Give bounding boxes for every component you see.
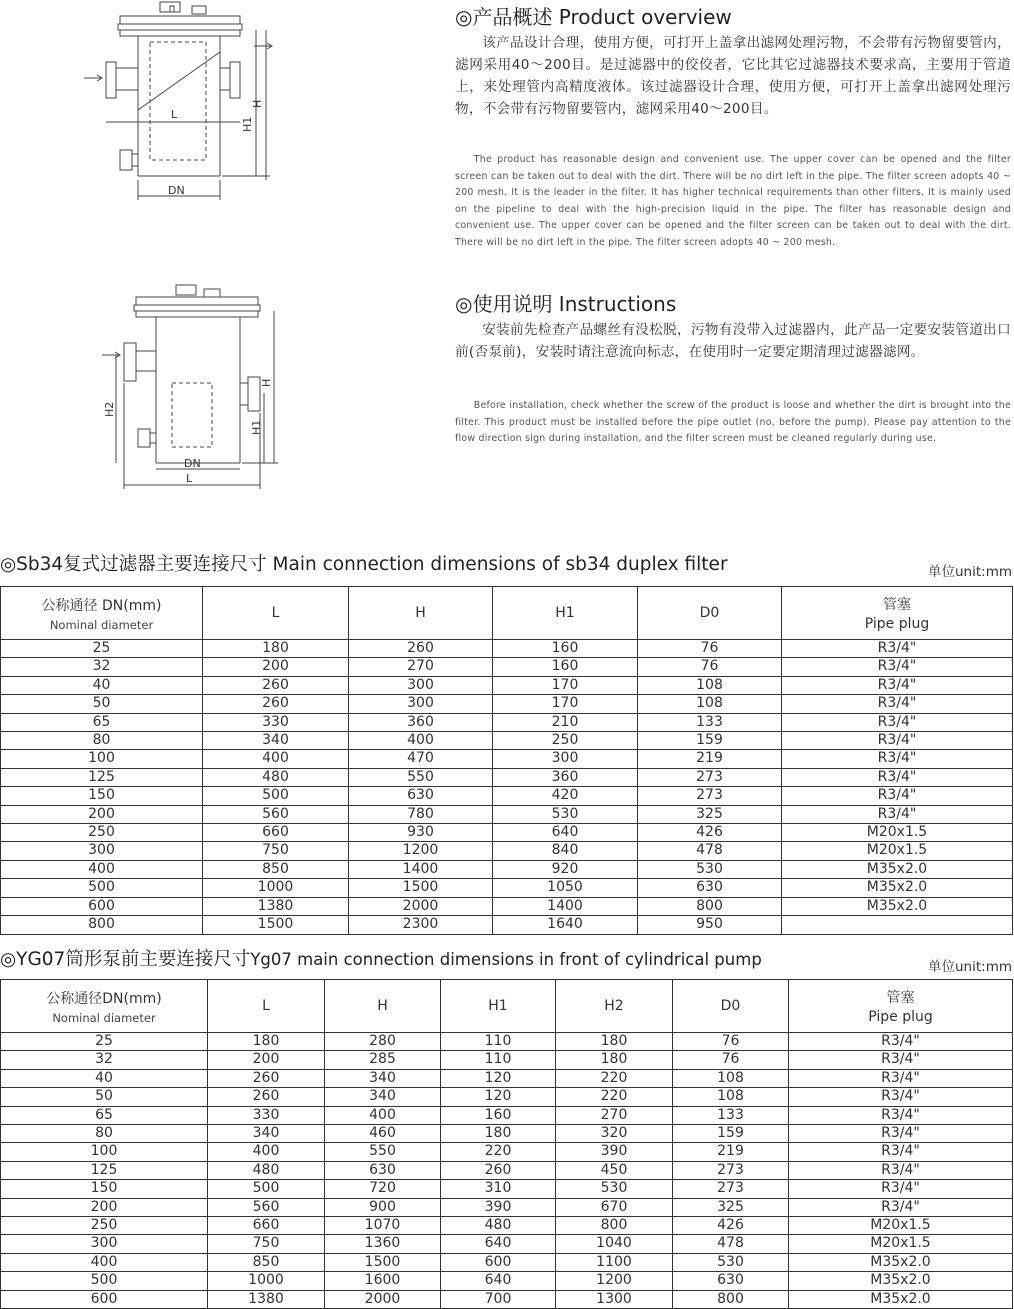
table-cell: 125 <box>1 1161 208 1179</box>
table-row <box>1 1106 1013 1124</box>
table-cell: 1070 <box>325 1217 441 1235</box>
table-row <box>1 860 1013 878</box>
yg07-dimension-table <box>0 979 1013 1309</box>
table-cell: 250 <box>1 824 203 842</box>
table-cell: R3/4" <box>789 1088 1013 1106</box>
drawing1-dn-label: DN <box>168 184 185 197</box>
table-cell: 400 <box>1 1253 208 1271</box>
table-cell: 180 <box>441 1125 556 1143</box>
col-header-l: L <box>208 980 325 1033</box>
table-cell: 1380 <box>208 1290 325 1308</box>
table-row <box>1 768 1013 786</box>
table-row <box>1 750 1013 768</box>
table-cell: 390 <box>556 1143 673 1161</box>
table-cell: 108 <box>638 676 782 694</box>
table-cell: 400 <box>325 1106 441 1124</box>
table-row <box>1 1051 1013 1069</box>
table-cell: 700 <box>441 1290 556 1308</box>
table-cell: 159 <box>673 1125 789 1143</box>
table-row <box>1 1253 1013 1271</box>
table-cell: 500 <box>1 879 203 897</box>
table-cell: 300 <box>1 842 203 860</box>
table-cell: 1500 <box>325 1253 441 1271</box>
table-cell: R3/4" <box>782 768 1013 786</box>
table-row <box>1 1198 1013 1216</box>
table-cell: 800 <box>556 1217 673 1235</box>
table-cell: R3/4" <box>782 732 1013 750</box>
table-cell: 2000 <box>349 897 493 915</box>
table-cell: 108 <box>638 695 782 713</box>
table-row <box>1 879 1013 897</box>
table-cell: 330 <box>203 713 349 731</box>
table-cell: 500 <box>1 1272 208 1290</box>
col-header-h1: H1 <box>441 980 556 1033</box>
table-cell: 260 <box>203 676 349 694</box>
table-cell: R3/4" <box>782 750 1013 768</box>
table-cell: 480 <box>441 1217 556 1235</box>
table-cell: 280 <box>325 1033 441 1051</box>
table-cell: 32 <box>1 658 203 676</box>
table-cell: 250 <box>493 732 638 750</box>
table-cell: 1500 <box>203 916 349 934</box>
table-cell: 660 <box>208 1217 325 1235</box>
col-header-pipe-plug: 管塞 Pipe plug <box>789 980 1013 1033</box>
table-cell: M20x1.5 <box>782 824 1013 842</box>
table-cell: 630 <box>638 879 782 897</box>
table-cell: 110 <box>441 1051 556 1069</box>
sb34-dimension-table <box>0 586 1013 935</box>
table-cell: R3/4" <box>782 658 1013 676</box>
table-cell: 120 <box>441 1069 556 1087</box>
table-cell: 560 <box>203 805 349 823</box>
table-cell: 260 <box>208 1088 325 1106</box>
table-cell: M35x2.0 <box>789 1272 1013 1290</box>
table-cell: 1300 <box>556 1290 673 1308</box>
table-cell: 470 <box>349 750 493 768</box>
table-cell: R3/4" <box>789 1198 1013 1216</box>
table-cell: 108 <box>673 1088 789 1106</box>
table-cell: 219 <box>638 750 782 768</box>
table-cell: 310 <box>441 1180 556 1198</box>
table-cell: 1050 <box>493 879 638 897</box>
table-cell: 750 <box>208 1235 325 1253</box>
table-cell: 160 <box>441 1106 556 1124</box>
table-cell: 800 <box>638 897 782 915</box>
table-cell: 1400 <box>349 860 493 878</box>
table-cell: 220 <box>556 1088 673 1106</box>
col-header-pipe-plug: 管塞 Pipe plug <box>782 587 1013 640</box>
drawing2-l-label: L <box>186 472 193 485</box>
table-cell: R3/4" <box>782 676 1013 694</box>
col-header-dn: 公称通径DN(mm) Nominal diameter <box>1 980 208 1033</box>
table-cell: 1640 <box>493 916 638 934</box>
drawing2-h2-label: H2 <box>103 401 116 417</box>
table-cell: 600 <box>1 1290 208 1308</box>
table-cell: M35x2.0 <box>782 897 1013 915</box>
table-cell: 500 <box>203 787 349 805</box>
table-row <box>1 1180 1013 1198</box>
table-cell: 260 <box>203 695 349 713</box>
table-cell: R3/4" <box>789 1143 1013 1161</box>
drawing2-dn-label: DN <box>184 457 201 470</box>
table-cell: 1100 <box>556 1253 673 1271</box>
table-cell: R3/4" <box>789 1180 1013 1198</box>
table-cell: 220 <box>556 1069 673 1087</box>
table-cell: 25 <box>1 1033 208 1051</box>
table-cell: 1200 <box>349 842 493 860</box>
table-cell: 100 <box>1 750 203 768</box>
table-cell: 133 <box>638 713 782 731</box>
table-row <box>1 1088 1013 1106</box>
table-cell: 1500 <box>349 879 493 897</box>
table-cell: 400 <box>208 1143 325 1161</box>
table2-unit: 单位unit:mm <box>927 959 1012 975</box>
overview-en-text: The product has reasonable design and convenient use. The upper cover can be opened and the filter screen can be taken out to deal with the dirt. There will be no dirt left in the pipe. The filter screen adopts 40 ~ 200 mesh. It is the leader in the filter. It has higher technical requirements than other filters. It is mainly used on the pipeline to deal with the high-precision liquid in the pipe. The filter has reasonable design and convenient use. The upper cover can be opened and the filter screen can be taken out to deal with the dirt. There will be no dirt left in the pipe. The filter screen adopts 40 ~ 200 mesh. <box>455 154 1011 248</box>
table-cell: 340 <box>325 1069 441 1087</box>
table-cell: 300 <box>349 676 493 694</box>
table-cell: 500 <box>208 1180 325 1198</box>
table-cell: 660 <box>203 824 349 842</box>
table-cell: 210 <box>493 713 638 731</box>
table-cell: M35x2.0 <box>782 879 1013 897</box>
table-cell: 273 <box>673 1161 789 1179</box>
table-row <box>1 658 1013 676</box>
table-cell: 250 <box>1 1217 208 1235</box>
table-cell: R3/4" <box>789 1125 1013 1143</box>
table-cell: 1040 <box>556 1235 673 1253</box>
table-cell: 108 <box>673 1069 789 1087</box>
table-cell: R3/4" <box>789 1069 1013 1087</box>
table-cell: 2300 <box>349 916 493 934</box>
table-cell: 640 <box>441 1235 556 1253</box>
table-cell: 530 <box>493 805 638 823</box>
drawing2-h1-label: H1 <box>250 419 263 435</box>
table-cell: M35x2.0 <box>789 1290 1013 1308</box>
table-cell: 550 <box>325 1143 441 1161</box>
table-cell <box>782 916 1013 934</box>
table-row <box>1 1033 1013 1051</box>
table-cell: 325 <box>673 1198 789 1216</box>
table-header-row <box>1 587 1013 640</box>
table-cell: 180 <box>203 640 349 658</box>
table-cell: 426 <box>638 824 782 842</box>
table-cell: 325 <box>638 805 782 823</box>
table-row <box>1 1272 1013 1290</box>
table-cell: 400 <box>203 750 349 768</box>
table-cell: 420 <box>493 787 638 805</box>
table-cell: 220 <box>441 1143 556 1161</box>
table-cell: 285 <box>325 1051 441 1069</box>
table-cell: 160 <box>493 640 638 658</box>
table-cell: 480 <box>208 1161 325 1179</box>
table-cell: 950 <box>638 916 782 934</box>
table-cell: 50 <box>1 1088 208 1106</box>
table-cell: 340 <box>325 1088 441 1106</box>
overview-title: ◎产品概述 Product overview <box>455 5 732 29</box>
table-cell: 340 <box>208 1125 325 1143</box>
table-row <box>1 1069 1013 1087</box>
table-cell: 640 <box>441 1272 556 1290</box>
table-cell: 320 <box>556 1125 673 1143</box>
table-cell: 800 <box>673 1290 789 1308</box>
instructions-title: ◎使用说明 Instructions <box>455 292 677 316</box>
col-header-h2: H2 <box>556 980 673 1033</box>
table-cell: 840 <box>493 842 638 860</box>
table-cell: 850 <box>208 1253 325 1271</box>
table-cell: 390 <box>441 1198 556 1216</box>
table-cell: 340 <box>203 732 349 750</box>
col-header-d0: D0 <box>673 980 789 1033</box>
table-cell: 360 <box>349 713 493 731</box>
table-cell: 260 <box>441 1161 556 1179</box>
table-cell: 200 <box>1 1198 208 1216</box>
table-cell: 80 <box>1 732 203 750</box>
table-cell: 150 <box>1 787 203 805</box>
table-cell: R3/4" <box>782 695 1013 713</box>
table-cell: M35x2.0 <box>789 1253 1013 1271</box>
table-row <box>1 842 1013 860</box>
table-cell: 330 <box>208 1106 325 1124</box>
overview-cn-text: 该产品设计合理，使用方便，可打开上盖拿出滤网处理污物，不会带有污物留要管内，滤网采用40～200目。是过滤器中的佼佼者，它比其它过滤器技术要求高，主要用于管道上，来处理管内高精度液体。该过滤器设计合理，使用方便，可打开上盖拿出滤网处理污物，不会带有污物留要管内，滤网采用40～200目。 <box>455 35 1011 117</box>
col-header-l: L <box>203 587 349 640</box>
table-cell: 450 <box>556 1161 673 1179</box>
table-row <box>1 640 1013 658</box>
table-cell: R3/4" <box>782 805 1013 823</box>
table-cell: 110 <box>441 1033 556 1051</box>
drawing1-h-label: H <box>251 99 264 108</box>
table-header-row <box>1 980 1013 1033</box>
table-cell: 780 <box>349 805 493 823</box>
table-cell: 76 <box>638 640 782 658</box>
table-cell: 720 <box>325 1180 441 1198</box>
table-cell: M20x1.5 <box>782 842 1013 860</box>
table-cell: 640 <box>493 824 638 842</box>
table-cell: 25 <box>1 640 203 658</box>
table-cell: 1000 <box>208 1272 325 1290</box>
col-header-dn: 公称通径 DN(mm) Nominal diameter <box>1 587 203 640</box>
table-row <box>1 695 1013 713</box>
table-cell: 600 <box>1 897 203 915</box>
table-cell: 400 <box>1 860 203 878</box>
table-cell: 1380 <box>203 897 349 915</box>
table-cell: 50 <box>1 695 203 713</box>
table-cell: 65 <box>1 1106 208 1124</box>
col-header-h: H <box>325 980 441 1033</box>
table-cell: 300 <box>493 750 638 768</box>
table-cell: 32 <box>1 1051 208 1069</box>
table-cell: 80 <box>1 1125 208 1143</box>
table-cell: 200 <box>203 658 349 676</box>
table-cell: 630 <box>325 1161 441 1179</box>
drawing1-l-label: L <box>171 108 178 121</box>
table-cell: 150 <box>1 1180 208 1198</box>
table-cell: 273 <box>673 1180 789 1198</box>
table-cell: 260 <box>208 1069 325 1087</box>
table-cell: 300 <box>1 1235 208 1253</box>
table-cell: 125 <box>1 768 203 786</box>
table-cell: 76 <box>673 1051 789 1069</box>
table-row <box>1 1161 1013 1179</box>
table-cell: 180 <box>556 1033 673 1051</box>
table-cell: 200 <box>1 805 203 823</box>
table-cell: 170 <box>493 695 638 713</box>
table-cell: M20x1.5 <box>789 1217 1013 1235</box>
table-cell: 426 <box>673 1217 789 1235</box>
table-cell: 40 <box>1 676 203 694</box>
instructions-en-text: Before installation, check whether the screw of the product is loose and whether the dirt is brought into the filter. This product must be installed before the pipe outlet (no, before the pump). Please pay attention to the flow direction sign during installation, and the filter screen must be cleaned regularly during use. <box>455 400 1011 445</box>
filter-drawing-sb34 <box>80 0 290 205</box>
table-cell: 159 <box>638 732 782 750</box>
table-cell: 76 <box>673 1033 789 1051</box>
table-row <box>1 1290 1013 1308</box>
table-cell: 100 <box>1 1143 208 1161</box>
table-cell: 530 <box>638 860 782 878</box>
table-cell: R3/4" <box>789 1106 1013 1124</box>
table-cell: 300 <box>349 695 493 713</box>
table-cell: 460 <box>325 1125 441 1143</box>
table-cell: R3/4" <box>782 640 1013 658</box>
table-cell: 170 <box>493 676 638 694</box>
table-row <box>1 732 1013 750</box>
table1-title: ◎Sb34复式过滤器主要连接尺寸 Main connection dimensions of sb34 duplex filter <box>0 554 728 575</box>
table-cell: R3/4" <box>782 713 1013 731</box>
table-cell: 478 <box>638 842 782 860</box>
col-header-h: H <box>349 587 493 640</box>
table-row <box>1 897 1013 915</box>
table-cell: 530 <box>673 1253 789 1271</box>
table-cell: 219 <box>673 1143 789 1161</box>
table-cell: 1400 <box>493 897 638 915</box>
table-row <box>1 787 1013 805</box>
col-header-d0: D0 <box>638 587 782 640</box>
table-row <box>1 824 1013 842</box>
table-cell: 180 <box>208 1033 325 1051</box>
table-row <box>1 916 1013 934</box>
table-cell: R3/4" <box>789 1033 1013 1051</box>
table-row <box>1 1125 1013 1143</box>
drawing2-h-label: H <box>260 378 273 387</box>
table-cell: 478 <box>673 1235 789 1253</box>
table-cell: 1200 <box>556 1272 673 1290</box>
table-cell: 900 <box>325 1198 441 1216</box>
table-cell: 630 <box>673 1272 789 1290</box>
col-header-h1: H1 <box>493 587 638 640</box>
table-cell: 630 <box>349 787 493 805</box>
table-cell: R3/4" <box>789 1161 1013 1179</box>
instructions-cn-text: 安装前先检查产品螺丝有没松脱，污物有没带入过滤器内，此产品一定要安装管道出口前(否泵前)，安装时请注意流向标志，在使用时一定要定期清理过滤器滤网。 <box>455 322 1011 360</box>
table-cell: 260 <box>349 640 493 658</box>
table-cell: 40 <box>1 1069 208 1087</box>
table-cell: M20x1.5 <box>789 1235 1013 1253</box>
table-cell: 1600 <box>325 1272 441 1290</box>
table-cell: 76 <box>638 658 782 676</box>
table-cell: 920 <box>493 860 638 878</box>
table-cell: 273 <box>638 768 782 786</box>
table-cell: M35x2.0 <box>782 860 1013 878</box>
table-cell: 800 <box>1 916 203 934</box>
table-row <box>1 676 1013 694</box>
table-cell: 400 <box>349 732 493 750</box>
table-cell: 1000 <box>203 879 349 897</box>
drawing1-h1-label: H1 <box>241 116 254 132</box>
table-row <box>1 713 1013 731</box>
table-cell: 180 <box>556 1051 673 1069</box>
table-cell: 560 <box>208 1198 325 1216</box>
table-cell: R3/4" <box>782 787 1013 805</box>
table-cell: 65 <box>1 713 203 731</box>
table-cell: 480 <box>203 768 349 786</box>
table-cell: 1360 <box>325 1235 441 1253</box>
table-cell: 200 <box>208 1051 325 1069</box>
table-cell: 120 <box>441 1088 556 1106</box>
table-cell: 160 <box>493 658 638 676</box>
table-row <box>1 1235 1013 1253</box>
table-cell: 270 <box>556 1106 673 1124</box>
table-cell: 270 <box>349 658 493 676</box>
table-cell: 273 <box>638 787 782 805</box>
table-cell: 360 <box>493 768 638 786</box>
table1-unit: 单位unit:mm <box>927 564 1012 580</box>
table-cell: 133 <box>673 1106 789 1124</box>
table-cell: 2000 <box>325 1290 441 1308</box>
filter-drawing-yg07 <box>100 283 290 493</box>
table-row <box>1 1143 1013 1161</box>
table-cell: 750 <box>203 842 349 860</box>
table-row <box>1 805 1013 823</box>
table-cell: 930 <box>349 824 493 842</box>
table-cell: 530 <box>556 1180 673 1198</box>
table-cell: 850 <box>203 860 349 878</box>
table-row <box>1 1217 1013 1235</box>
table-cell: 670 <box>556 1198 673 1216</box>
table-cell: 550 <box>349 768 493 786</box>
table2-title: ◎YG07筒形泵前主要连接尺寸Yg07 main connection dimensions in front of cylindrical pump <box>0 949 762 970</box>
table-cell: R3/4" <box>789 1051 1013 1069</box>
table-cell: 600 <box>441 1253 556 1271</box>
